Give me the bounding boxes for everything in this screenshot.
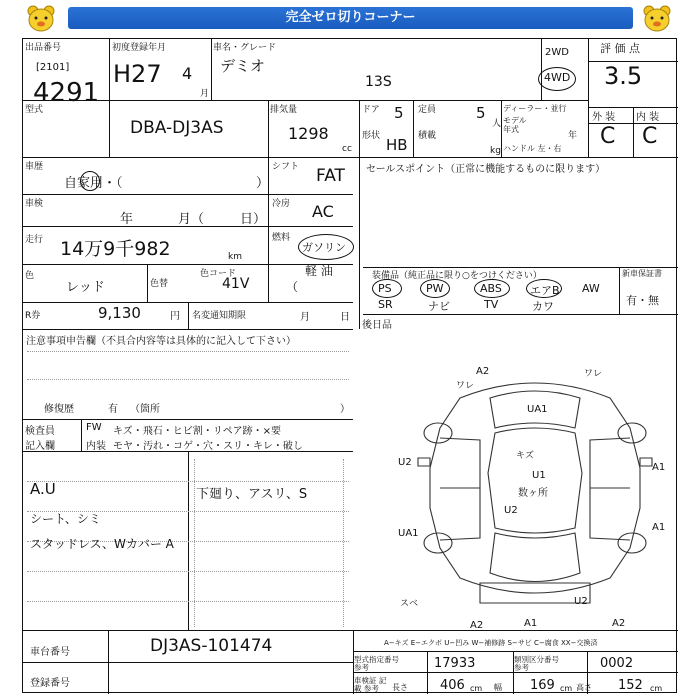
car-label: 車名・グレード — [213, 43, 277, 53]
equipment-label: 装備品（純正品に限り○をつけください） — [372, 271, 542, 281]
score-ext: C — [600, 124, 616, 149]
recycle-label: R券 — [25, 311, 41, 321]
dealer-handle: ハンドル 左・右 — [503, 144, 562, 153]
mark-1: A2 — [476, 366, 490, 377]
spec-type-value: 17933 — [434, 656, 476, 671]
history-close: ） — [256, 176, 270, 191]
fuel-gasoline: ガソリン — [302, 241, 346, 254]
note-line-1: A.U — [30, 480, 56, 498]
mileage-value: 14万9千982 — [60, 238, 171, 260]
fuel-diesel: 軽 油 — [305, 264, 333, 278]
equip-abs: ABS — [480, 282, 502, 295]
lot-sub: [2101] — [36, 62, 70, 73]
repair-place: 箇所 — [140, 404, 160, 415]
bear-mascot-icon — [640, 4, 674, 34]
dealer-year-unit: 年 — [568, 131, 578, 141]
score-value: 3.5 — [604, 62, 643, 90]
sales-point-label: セールスポイント（正常に機能するものに限ります） — [366, 164, 606, 175]
registration-label: 登録番号 — [30, 678, 70, 689]
shift-value: FAT — [316, 166, 345, 186]
color-code: 41V — [222, 276, 250, 292]
car-name: デミオ — [220, 57, 266, 75]
repair-place-open: （ — [130, 404, 140, 415]
spec-length: 406 — [440, 678, 465, 693]
spec-length-label: 長さ — [392, 683, 408, 692]
inspection-year: 年 — [120, 212, 134, 227]
fuel-paren-open: （ — [286, 280, 299, 294]
chassis-value: DJ3AS-101474 — [150, 636, 273, 656]
mark-15: U2 — [574, 596, 588, 607]
equip-airbag: エアB — [530, 284, 560, 297]
capacity-value: 5 — [476, 104, 486, 122]
mark-2: ワレ — [456, 381, 475, 391]
checker-int-items: モヤ・汚れ・コゲ・穴・スリ・キレ・破し — [113, 441, 303, 452]
displacement-label: 排気量 — [270, 105, 298, 115]
equip-leather: カワ — [532, 300, 554, 313]
mark-5: U2 — [398, 457, 412, 468]
color-label: 色 — [25, 271, 35, 281]
mark-3: ワレ — [584, 369, 603, 379]
mark-8: U1 — [532, 470, 546, 481]
fuel-label: 燃料 — [272, 233, 291, 243]
repair-value: 有 — [108, 404, 118, 415]
model-label: 型式 — [25, 105, 44, 115]
mark-16: スベ — [400, 599, 419, 609]
spec-type-label: 型式指定番号参考 — [354, 655, 399, 672]
checker-fw-items: キズ・飛石・ヒビ割・リペア跡・×要 — [113, 426, 281, 437]
load-label: 積載 — [418, 131, 437, 141]
mark-7: キズ — [516, 451, 534, 461]
mark-17: A2 — [612, 618, 626, 629]
spec-width: 169 — [530, 678, 555, 693]
note-line-3: スタッドレス、Wカバー A — [30, 537, 174, 551]
chassis-label: 車台番号 — [30, 647, 70, 658]
first-reg-label: 初度登録年月 — [112, 43, 167, 53]
displacement-unit: cc — [342, 144, 352, 154]
repair-label: 修復歴 — [44, 404, 74, 415]
mark-6: A1 — [652, 462, 666, 473]
spec-cert-label: 車検証 記載 参考 — [354, 676, 387, 693]
spec-height: 152 — [618, 678, 643, 693]
note-line-2: シート、シミ — [30, 512, 101, 526]
recycle-value: 9,130 — [98, 304, 141, 322]
first-reg-month-unit: 月 — [200, 89, 210, 99]
equip-ps: PS — [378, 282, 392, 295]
repair-place-close: ） — [340, 404, 350, 415]
notes-label: 注意事項申告欄（不具合内容等は具体的に記入して下さい） — [26, 336, 296, 347]
drive-2wd: 2WD — [545, 47, 569, 58]
capacity-unit: 人 — [492, 119, 502, 129]
note-right: 下廻り、アスリ、S — [196, 487, 308, 502]
header — [0, 0, 700, 38]
dealer-label: ディーラー・並行 — [503, 104, 567, 113]
shape-label: 形状 — [362, 131, 381, 141]
mark-13: A2 — [470, 620, 484, 631]
spec-class-value: 0002 — [600, 656, 634, 671]
ac-value: AC — [312, 202, 334, 221]
shift-label: シフト — [272, 162, 300, 172]
spec-length-unit: cm — [470, 684, 483, 693]
spec-width-unit: cm — [560, 684, 573, 693]
history-label: 車歴 — [25, 162, 44, 172]
page-title: 完全ゼロ切りコーナー — [68, 7, 633, 29]
recycle-unit: 円 — [170, 311, 180, 322]
score-int-label: 内 装 — [636, 112, 660, 123]
score-label: 評 価 点 — [600, 42, 640, 55]
color-change-label: 色替 — [150, 279, 169, 289]
checker-label-1: 検査員 — [25, 426, 55, 437]
lot-number: 4291 — [33, 78, 100, 108]
spec-width-label: 幅 — [494, 683, 502, 692]
mark-12: A1 — [652, 522, 666, 533]
mark-10: U2 — [504, 505, 518, 516]
displacement-value: 1298 — [288, 124, 329, 143]
mileage-label: 走行 — [25, 235, 44, 245]
shape-value: HB — [386, 136, 408, 154]
capacity-label: 定員 — [418, 105, 437, 115]
mark-4: UA1 — [527, 404, 548, 415]
checker-label-2: 記入欄 — [25, 441, 55, 452]
spec-height-label: 高さ — [576, 683, 592, 692]
name-change-month: 月 — [300, 312, 310, 323]
warranty-label: 新車保証書 — [622, 269, 662, 278]
first-reg-month: 4 — [182, 64, 193, 83]
checker-int: 内装 — [86, 441, 106, 452]
history-value: 自家用・（ — [64, 176, 123, 191]
spec-class-label: 類別区分番号参考 — [514, 655, 559, 672]
mark-9: 数ヶ所 — [518, 488, 548, 499]
checker-fw: FW — [86, 422, 102, 433]
equip-tv: TV — [484, 298, 499, 311]
model-value: DBA-DJ3AS — [130, 118, 224, 138]
score-int: C — [642, 124, 658, 149]
inspection-label: 車検 — [25, 199, 44, 209]
doors-value: 5 — [394, 104, 404, 122]
name-change-label: 名変通知期限 — [192, 311, 247, 321]
doors-label: ドア — [362, 105, 380, 115]
color-value: レッド — [66, 280, 105, 295]
inspection-month: 月（ — [178, 212, 205, 227]
color-code-label: 色コード — [200, 269, 237, 279]
ac-label: 冷房 — [272, 199, 291, 209]
first-reg-year: H27 — [113, 60, 162, 88]
spec-height-unit: cm — [650, 684, 663, 693]
legend-text: A−キズ E−エクボ U−凹み W−補修跡 S−サビ C−腐食 XX−交換済 — [384, 639, 598, 647]
dealer-model-year: モデル年式 — [503, 116, 527, 134]
mark-11: UA1 — [398, 528, 419, 539]
equip-navi: ナビ — [428, 300, 450, 313]
car-grade: 13S — [365, 74, 392, 90]
mileage-unit: km — [228, 252, 242, 262]
name-change-day: 日 — [340, 312, 350, 323]
mark-14: A1 — [524, 618, 538, 629]
bear-mascot-icon — [24, 4, 58, 34]
drive-4wd: 4WD — [544, 71, 571, 84]
inspection-day: 日） — [240, 212, 267, 227]
equip-aw: AW — [582, 282, 600, 295]
rear-seat-label: 後日品 — [362, 320, 392, 331]
equip-pw: PW — [426, 282, 444, 295]
load-unit: kg — [490, 146, 501, 156]
lot-label: 出品番号 — [25, 43, 62, 53]
equip-sr: SR — [378, 298, 393, 311]
score-ext-label: 外 装 — [592, 112, 616, 123]
warranty-value: 有・無 — [626, 294, 659, 307]
